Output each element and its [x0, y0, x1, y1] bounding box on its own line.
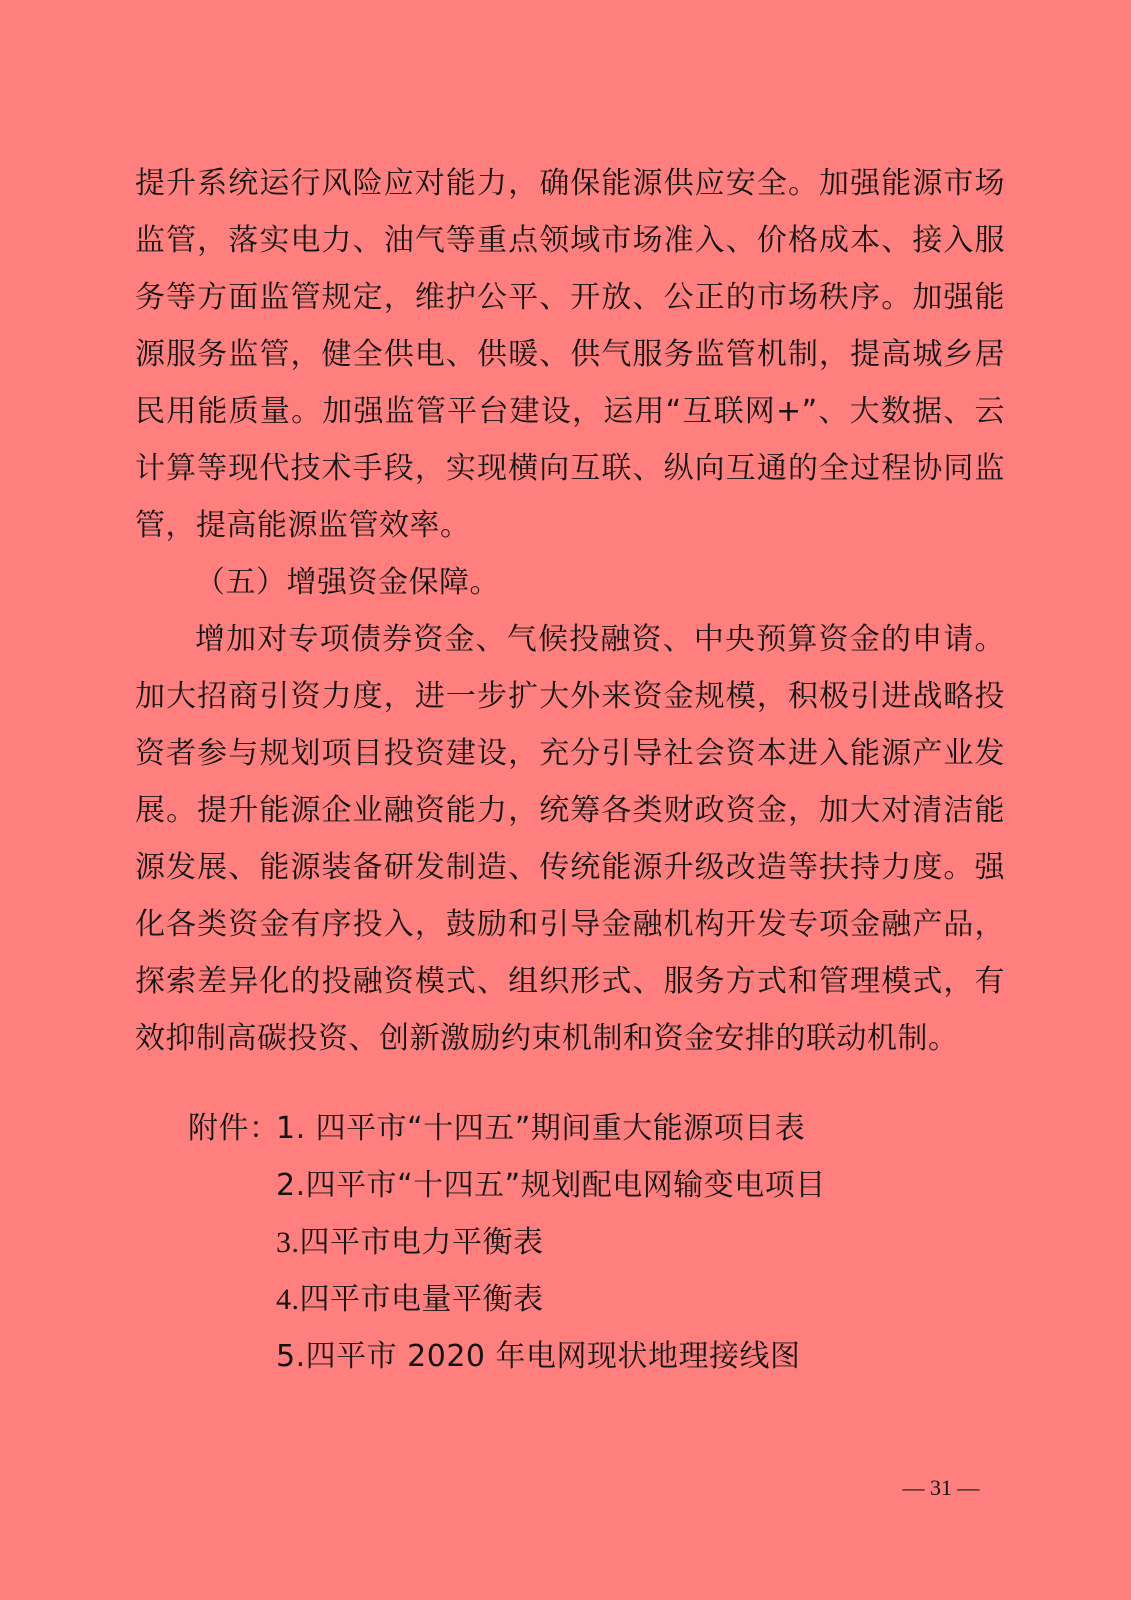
- attachments-label: 附件：: [188, 1111, 280, 1146]
- attachment-item-3: [276, 1215, 544, 1271]
- paragraph1-line-5: 民用能质量。加强监管平台建设，运用“互联网+”、大数据、云: [135, 394, 1005, 429]
- paragraph2-line-5: 源发展、能源装备研发制造、传统能源升级改造等扶持力度。强: [135, 850, 1005, 885]
- attachment-item-1-number: 1.: [276, 1111, 306, 1146]
- paragraph2-line-6: 化各类资金有序投入，鼓励和引导金融机构开发专项金融产品，: [135, 907, 1005, 942]
- attachment-item-5-text: 四平市 2020 年电网现状地理接线图: [305, 1339, 801, 1374]
- attachment-item-2-text: 四平市“十四五”规划配电网输变电项目: [305, 1168, 826, 1203]
- paragraph2-line-3: 资者参与规划项目投资建设，充分引导社会资本进入能源产业发: [135, 736, 1005, 771]
- page-number: — 31 —: [902, 1475, 980, 1500]
- attachment-item-3-number: 3.: [276, 1226, 300, 1259]
- paragraph1-line-3: 务等方面监管规定，维护公平、开放、公正的市场秩序。加强能: [135, 280, 1005, 315]
- paragraph1-line-7: 管，提高能源监管效率。: [135, 508, 471, 543]
- attachment-item-4-number: 4.: [276, 1283, 300, 1316]
- attachment-item-3-text: 四平市电力平衡表: [299, 1225, 544, 1260]
- section-heading: （五）增强资金保障。: [195, 565, 500, 600]
- paragraph2-line-1: 增加对专项债券资金、气候投融资、中央预算资金的申请。: [195, 622, 1005, 657]
- attachment-item-1: [276, 1101, 805, 1157]
- paragraph1-line-4: 源服务监管，健全供电、供暖、供气服务监管机制，提高城乡居: [135, 337, 1005, 372]
- attachment-item-1-text: 四平市“十四五”期间重大能源项目表: [305, 1111, 806, 1146]
- attachment-item-2: [276, 1158, 826, 1214]
- attachment-item-4-text: 四平市电量平衡表: [299, 1282, 544, 1317]
- paragraph1-line-2: 监管，落实电力、油气等重点领域市场准入、价格成本、接入服: [135, 223, 1005, 258]
- attachment-item-4: [276, 1272, 544, 1328]
- attachment-item-5: [276, 1329, 801, 1385]
- paragraph1-line-1: 提升系统运行风险应对能力，确保能源供应安全。加强能源市场: [135, 166, 1005, 201]
- attachment-item-2-number: 2.: [276, 1168, 306, 1203]
- paragraph1-line-6: 计算等现代技术手段，实现横向互联、纵向互通的全过程协同监: [135, 451, 1005, 486]
- paragraph2-line-2: 加大招商引资力度，进一步扩大外来资金规模，积极引进战略投: [135, 679, 1005, 714]
- paragraph2-line-8: 效抑制高碳投资、创新激励约束机制和资金安排的联动机制。: [135, 1021, 959, 1056]
- attachment-item-5-number: 5.: [276, 1339, 306, 1374]
- paragraph2-line-4: 展。提升能源企业融资能力，统筹各类财政资金，加大对清洁能: [135, 793, 1005, 828]
- paragraph2-line-7: 探索差异化的投融资模式、组织形式、服务方式和管理模式，有: [135, 964, 1005, 999]
